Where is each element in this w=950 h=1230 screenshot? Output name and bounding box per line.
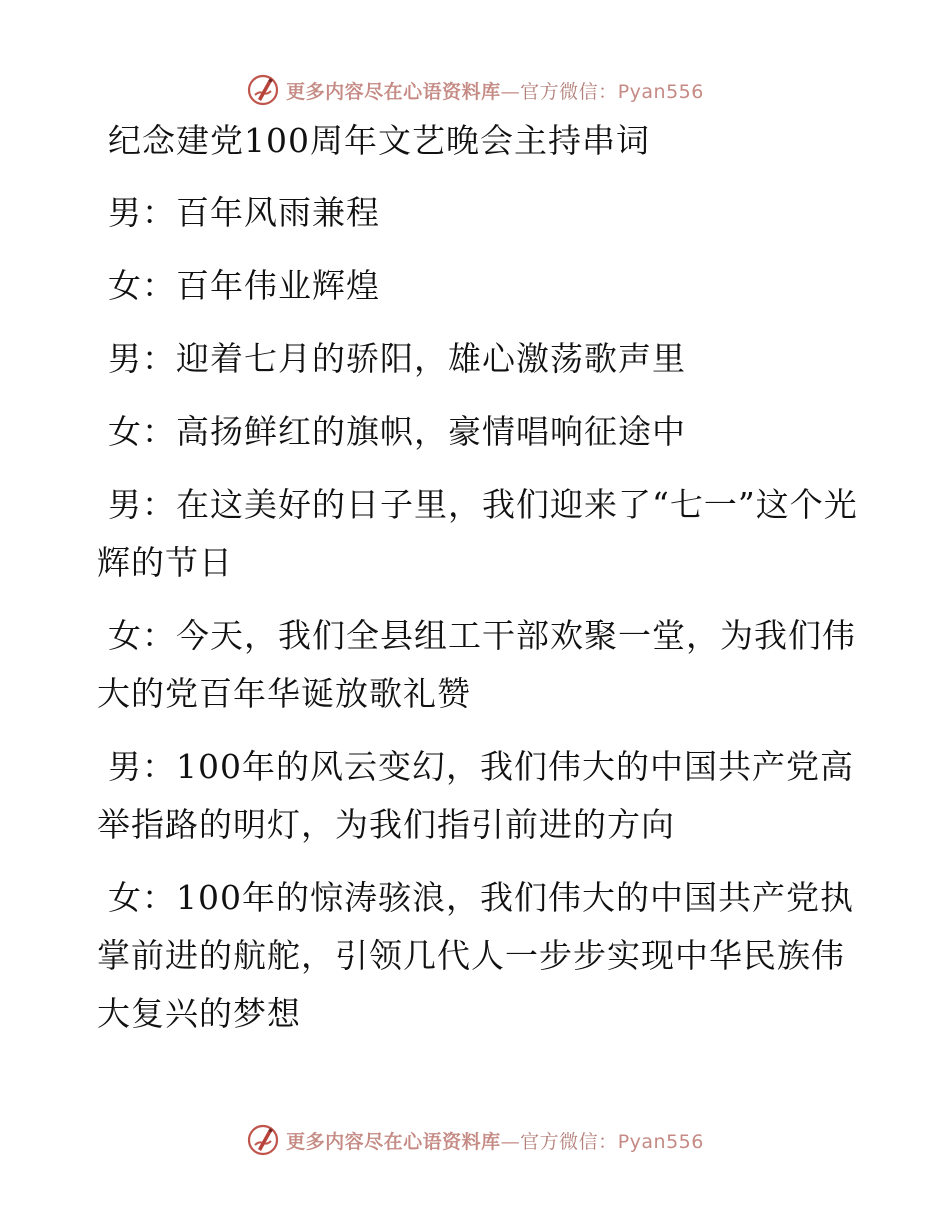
- watermark-separator: —: [500, 80, 521, 103]
- script-line: 男：在这美好的日子里，我们迎来了“七一”这个光辉的节日: [97, 485, 858, 582]
- watermark-separator: —: [500, 1130, 521, 1153]
- script-line: 女：百年伟业辉煌: [108, 266, 380, 305]
- watermark-official-label: 官方微信：: [520, 1130, 618, 1153]
- script-line: 男：百年风雨兼程: [108, 193, 380, 232]
- book-pen-logo-icon: [246, 1123, 280, 1157]
- footer-watermark: [0, 1120, 950, 1160]
- watermark-wechat-id: Pyan556: [617, 1130, 704, 1153]
- watermark-text: [286, 1127, 704, 1154]
- watermark-brand: 更多内容尽在心语资料库: [286, 80, 501, 103]
- book-pen-logo-icon: [246, 73, 280, 107]
- script-line: 男：迎着七月的骄阳，雄心激荡歌声里: [108, 339, 686, 378]
- script-line: 女：高扬鲜红的旗帜，豪情唱响征途中: [108, 412, 686, 451]
- header-watermark: [0, 70, 950, 110]
- document-title: 纪念建党100周年文艺晚会主持串词: [108, 121, 650, 160]
- watermark-wechat-id: Pyan556: [617, 80, 704, 103]
- watermark-text: [286, 77, 704, 104]
- script-line: 女：100年的惊涛骇浪，我们伟大的中国共产党执掌前进的航舵，引领几代人一步步实现中华民族伟大复兴的梦想: [97, 878, 854, 1033]
- document-body: [97, 112, 867, 1058]
- script-line: 女：今天，我们全县组工干部欢聚一堂，为我们伟大的党百年华诞放歌礼赞: [97, 616, 856, 713]
- watermark-official-label: 官方微信：: [520, 80, 618, 103]
- watermark-brand: 更多内容尽在心语资料库: [286, 1130, 501, 1153]
- script-line: 男：100年的风云变幻，我们伟大的中国共产党高举指路的明灯，为我们指引前进的方向: [97, 747, 854, 844]
